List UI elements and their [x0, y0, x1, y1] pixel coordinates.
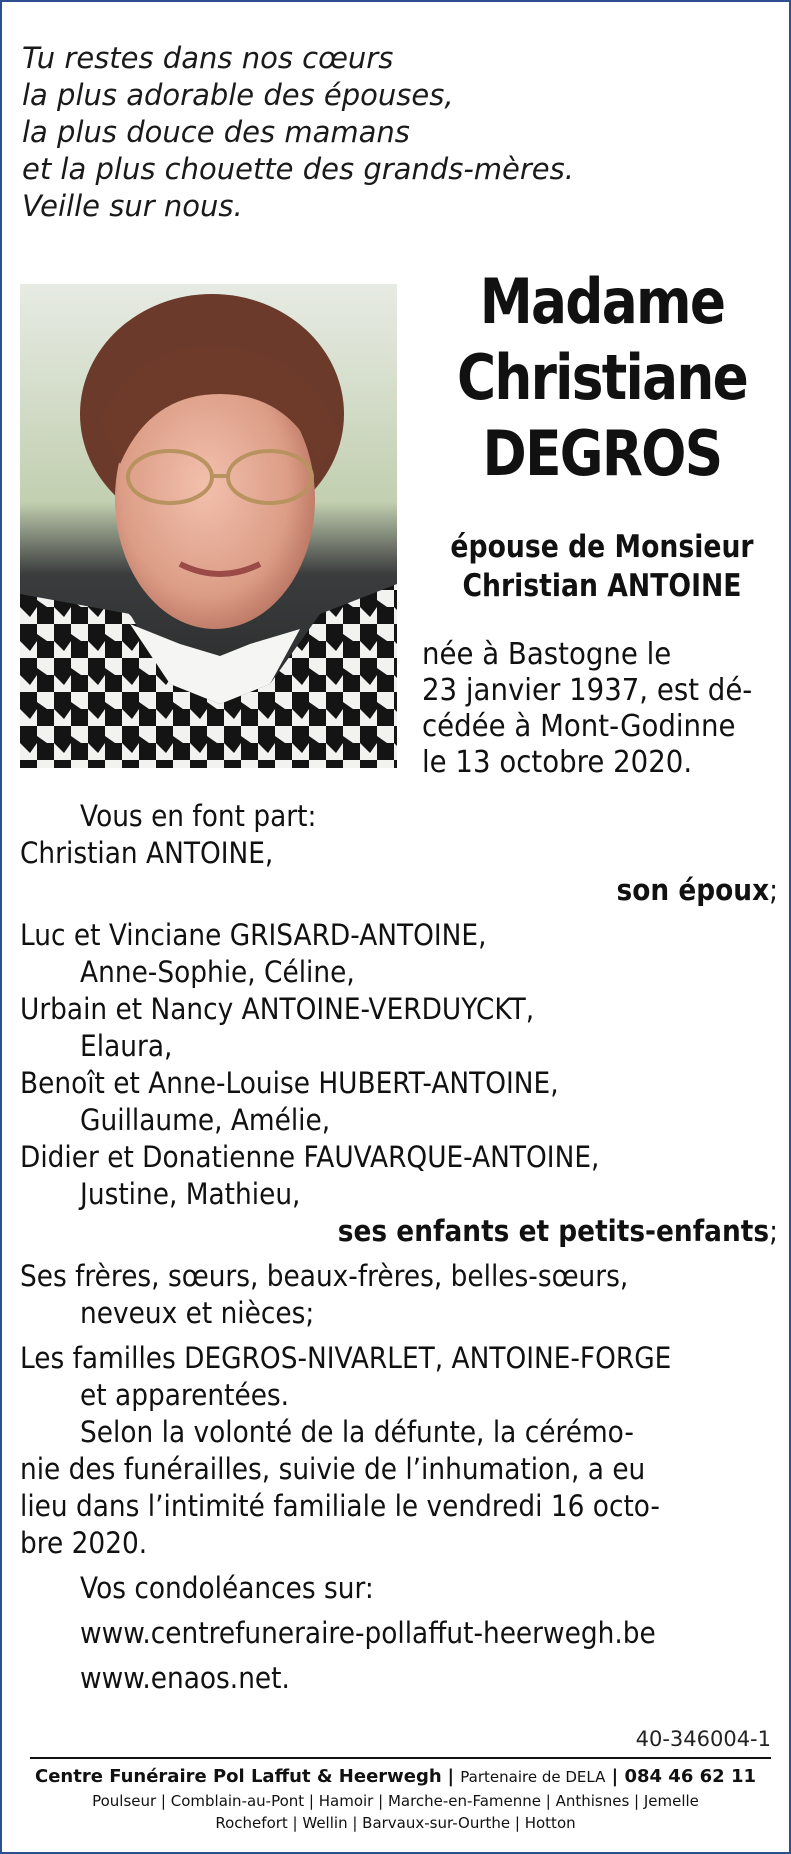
ceremony-line: lieu dans l’intimité familiale le vendredi 16 octo-	[20, 1489, 660, 1523]
funeral-home-footer	[2, 1764, 789, 1834]
child-family: Urbain et Nancy ANTOINE-VERDUYCKT,	[20, 992, 535, 1026]
children-role-label: ses enfants et petits-enfants	[337, 1214, 770, 1248]
grandchildren: Anne-Sophie, Céline,	[80, 955, 355, 989]
name-last: DEGROS	[482, 417, 722, 490]
poem-line: la plus douce des mamans	[22, 115, 410, 149]
poem	[22, 40, 574, 225]
condolences-label: Vos condoléances sur:	[80, 1571, 374, 1605]
footer-divider	[30, 1757, 771, 1759]
birth-line: née à Bastogne le	[422, 637, 672, 672]
condolences-link[interactable]: www.centrefuneraire-pollaffut-heerwegh.be	[80, 1616, 656, 1650]
husband-role-label: son époux	[616, 873, 770, 907]
siblings-line: Ses frères, sœurs, beaux-frères, belles-sœurs,	[20, 1259, 629, 1293]
portrait-image	[20, 284, 397, 768]
spouse-line: épouse de Monsieur	[450, 529, 754, 565]
spouse-line: Christian ANTOINE	[462, 568, 742, 604]
grandchildren: Elaura,	[80, 1029, 173, 1063]
poem-line: et la plus chouette des grands-mères.	[22, 152, 574, 186]
husband-name: Christian ANTOINE,	[20, 836, 274, 870]
siblings-line: neveux et nièces;	[80, 1296, 315, 1330]
footer-locations: Poulseur | Comblain-au-Pont | Hamoir | Marche-en-Famenne | Anthisnes | Jemelle	[92, 1792, 699, 1810]
portrait-photo	[20, 284, 397, 768]
ceremony-line: Selon la volonté de la défunte, la cérémo-	[80, 1415, 634, 1449]
reference-number: 40-346004-1	[635, 1727, 771, 1751]
families-line: et apparentées.	[80, 1378, 290, 1412]
grandchildren: Justine, Mathieu,	[80, 1177, 301, 1211]
name-title: Madame	[479, 265, 725, 338]
name-first: Christiane	[456, 341, 748, 414]
partner-text: Partenaire de DELA	[460, 1768, 606, 1786]
condolences-link[interactable]: www.enaos.net.	[80, 1661, 290, 1695]
announcement-body	[20, 798, 778, 1697]
grandchildren: Guillaume, Amélie,	[80, 1103, 331, 1137]
spouse-info	[412, 528, 791, 606]
child-family: Didier et Donatienne FAUVARQUE-ANTOINE,	[20, 1140, 600, 1174]
footer-main-line: Centre Funéraire Pol Laffut & Heerwegh | Partenaire de DELA | 084 46 62 11	[35, 1766, 756, 1787]
deceased-name	[412, 264, 791, 492]
child-family: Benoît et Anne-Louise HUBERT-ANTOINE,	[20, 1066, 559, 1100]
phone-number: 084 46 62 11	[624, 1766, 756, 1787]
birth-line: cédée à Mont-Godinne	[422, 709, 736, 744]
husband-role: son époux;	[616, 873, 778, 907]
families-line: Les familles DEGROS-NIVARLET, ANTOINE-FORGE	[20, 1341, 672, 1375]
company-name: Centre Funéraire Pol Laffut & Heerwegh	[35, 1766, 442, 1787]
child-family: Luc et Vinciane GRISARD-ANTOINE,	[20, 918, 487, 952]
ceremony-line: bre 2020.	[20, 1526, 148, 1560]
announce-line: Vous en font part:	[80, 799, 317, 833]
poem-line: Veille sur nous.	[22, 189, 243, 223]
poem-line: la plus adorable des épouses,	[22, 78, 454, 112]
birth-line: 23 janvier 1937, est dé-	[422, 673, 753, 708]
birth-death-info	[422, 637, 777, 781]
children-role: ses enfants et petits-enfants;	[337, 1214, 778, 1248]
footer-locations: Rochefort | Wellin | Barvaux-sur-Ourthe | Hotton	[215, 1814, 576, 1832]
poem-line: Tu restes dans nos cœurs	[22, 41, 394, 75]
ceremony-line: nie des funérailles, suivie de l’inhumation, a eu	[20, 1452, 646, 1486]
birth-line: le 13 octobre 2020.	[422, 745, 693, 780]
